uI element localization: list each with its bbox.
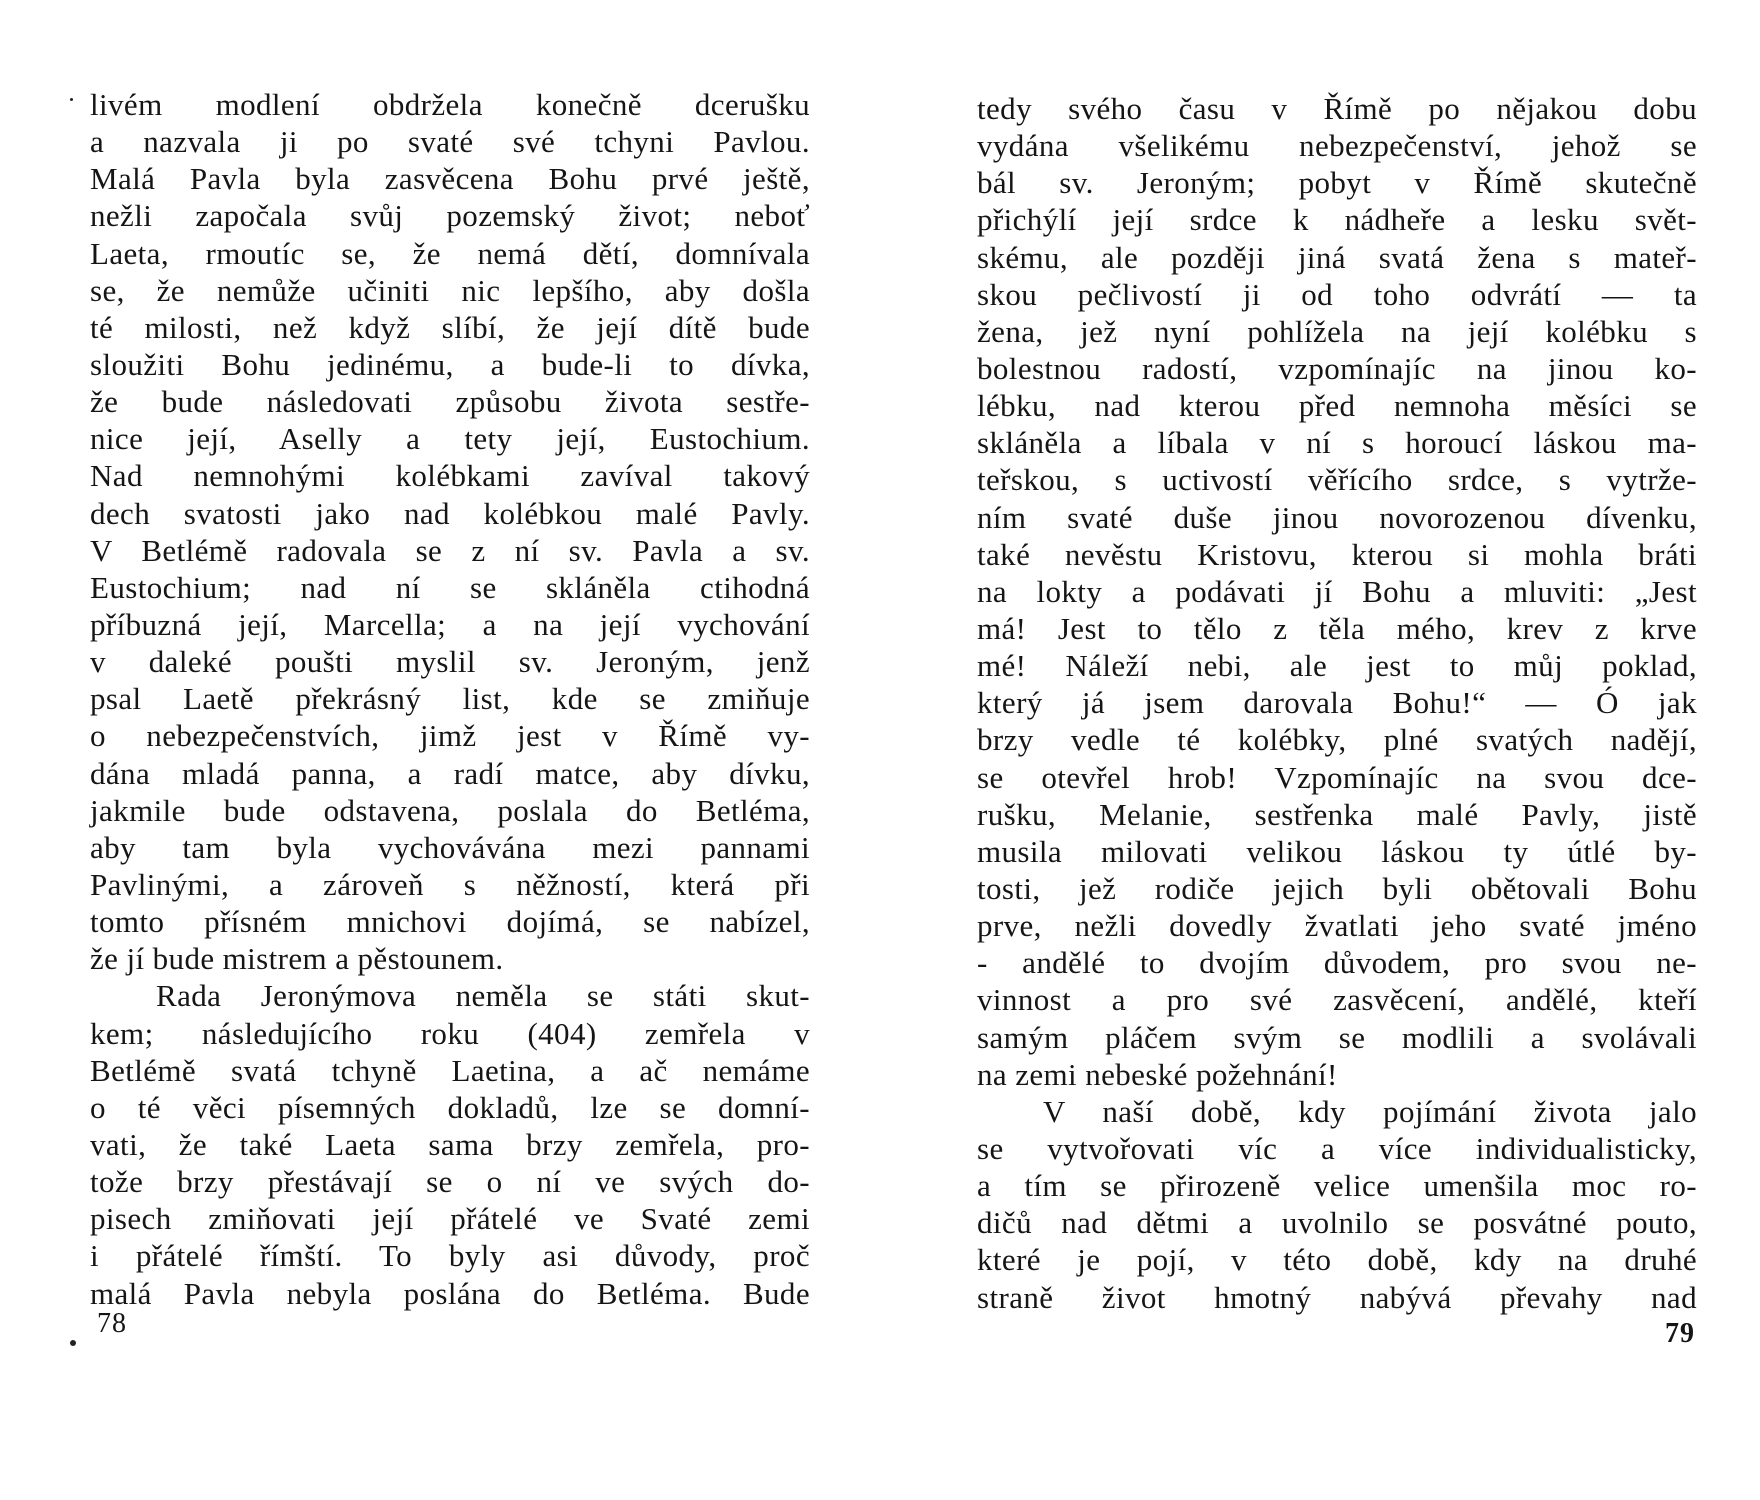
text-line: bál sv. Jeroným; pobyt v Římě skutečně xyxy=(977,165,1697,201)
text-line: vati, že také Laeta sama brzy zemřela, pro- xyxy=(90,1126,810,1162)
text-line: má! Jest to tělo z těla mého, krev z krve xyxy=(977,610,1697,646)
text-line: musila milovati velikou láskou ty útlé by- xyxy=(977,833,1697,869)
text-line: vinnost a pro své zasvěcení, andělé, kteří xyxy=(977,982,1697,1018)
page-number-right: 79 xyxy=(1665,1318,1695,1349)
text-line: vydána všelikému nebezpečenství, jehož se xyxy=(977,128,1697,164)
text-line: a tím se přirozeně velice umenšila moc ro- xyxy=(977,1168,1697,1204)
text-line: Eustochium; nad ní se skláněla ctihodná xyxy=(90,569,810,605)
text-line: které je pojí, v této době, kdy na druhé xyxy=(977,1242,1697,1278)
text-line: v daleké poušti myslil sv. Jeroným, jenž xyxy=(90,644,810,680)
text-line: Nad nemnohými kolébkami zavíval takový xyxy=(90,458,810,494)
text-line: bolestnou radostí, vzpomínajíc na jinou ko- xyxy=(977,350,1697,386)
text-line: příbuzná její, Marcella; a na její vychování xyxy=(90,606,810,642)
text-line: rušku, Melanie, sestřenka malé Pavly, jistě xyxy=(977,796,1697,832)
text-line: dičů nad dětmi a uvolnilo se posvátné pouto, xyxy=(977,1205,1697,1241)
text-line: prve, nežli dovedly žvatlati jeho svaté jméno xyxy=(977,908,1697,944)
text-line: který já jsem darovala Bohu!“ — Ó jak xyxy=(977,685,1697,721)
text-line: lébku, nad kterou před nemnoha měsíci se xyxy=(977,388,1697,424)
text-line: jakmile bude odstavena, poslala do Betléma, xyxy=(90,792,810,828)
text-line: dech svatosti jako nad kolébkou malé Pavly. xyxy=(90,495,810,531)
text-line: tože brzy přestávají se o ní ve svých do- xyxy=(90,1164,810,1200)
print-speck xyxy=(70,1340,76,1346)
text-line: psal Laetě překrásný list, kde se zmiňuje xyxy=(90,681,810,717)
text-line: pisech zmiňovati její přátelé ve Svaté zemi xyxy=(90,1201,810,1237)
left-page-text xyxy=(90,86,810,1312)
text-line: straně život hmotný nabývá převahy nad xyxy=(977,1279,1697,1315)
text-line: ním svaté duše jinou novorozenou dívenku, xyxy=(977,499,1697,535)
text-line: Betlémě svatá tchyně Laetina, a ač nemáme xyxy=(90,1052,810,1088)
text-line: nice její, Aselly a tety její, Eustochium. xyxy=(90,421,810,457)
text-line: Pavlinými, a zároveň s něžností, která při xyxy=(90,866,810,902)
text-line: o té věci písemných dokladů, lze se domní- xyxy=(90,1089,810,1125)
text-line: teřskou, s uctivostí věřícího srdce, s vytrže- xyxy=(977,462,1697,498)
page-number-left: 78 xyxy=(97,1308,127,1339)
text-line: té milosti, než když slíbí, že její dítě bude xyxy=(90,309,810,345)
text-line: skou pečlivostí ji od toho odvrátí — ta xyxy=(977,276,1697,312)
text-line: skému, ale později jiná svatá žena s mateř- xyxy=(977,239,1697,275)
text-line: nežli započala svůj pozemský život; neboť xyxy=(90,198,810,234)
print-speck xyxy=(70,98,73,101)
paragraph-last-line: na zemi nebeské požehnání! xyxy=(977,1056,1338,1092)
text-line: skláněla a líbala v ní s horoucí láskou ma- xyxy=(977,425,1697,461)
text-line: samým pláčem svým se modlili a svolávali xyxy=(977,1019,1697,1055)
text-line: dána mladá panna, a radí matce, aby dívku, xyxy=(90,755,810,791)
paragraph-first-line: V naší době, kdy pojímání života jalo xyxy=(1043,1093,1697,1129)
text-line: se vytvořovati víc a více individualisticky, xyxy=(977,1130,1697,1166)
right-page xyxy=(880,0,1760,1500)
text-line: se otevřel hrob! Vzpomínajíc na svou dce- xyxy=(977,759,1697,795)
text-line: tosti, jež rodiče jejich byli obětovali Bohu xyxy=(977,870,1697,906)
text-line: žena, jež nyní pohlížela na její kolébku s xyxy=(977,313,1697,349)
text-line: o nebezpečenstvích, jimž jest v Římě vy- xyxy=(90,718,810,754)
text-line: tomto přísném mnichovi dojímá, se nabízel, xyxy=(90,904,810,940)
right-page-text xyxy=(977,90,1697,1316)
text-line: a nazvala ji po svaté své tchyni Pavlou. xyxy=(90,124,810,160)
text-line: Laeta, rmoutíc se, že nemá dětí, domnívala xyxy=(90,235,810,271)
text-line: tedy svého času v Římě po nějakou dobu xyxy=(977,91,1697,126)
text-line: na lokty a podávati jí Bohu a mluviti: „Jest xyxy=(977,573,1697,609)
text-line: přichýlí její srdce k nádheře a lesku svět- xyxy=(977,202,1697,238)
text-line: také nevěstu Kristovu, kterou si mohla bráti xyxy=(977,536,1697,572)
text-line: kem; následujícího roku (404) zemřela v xyxy=(90,1015,810,1051)
paragraph-first-line: Rada Jeronýmova neměla se státi skut- xyxy=(156,978,810,1014)
text-line: se, že nemůže učiniti nic lepšího, aby došla xyxy=(90,272,810,308)
text-line: V Betlémě radovala se z ní sv. Pavla a sv. xyxy=(90,532,810,568)
text-line: že bude následovati způsobu života sestře- xyxy=(90,384,810,420)
text-line: - andělé to dvojím důvodem, pro svou ne- xyxy=(977,945,1697,981)
paragraph-last-line: že jí bude mistrem a pěstounem. xyxy=(90,941,504,977)
text-line: Malá Pavla byla zasvěcena Bohu prvé ještě, xyxy=(90,161,810,197)
text-line: brzy vedle té kolébky, plné svatých nadějí, xyxy=(977,722,1697,758)
text-line: i přátelé římští. To byly asi důvody, proč xyxy=(90,1238,810,1274)
text-line: mé! Náleží nebi, ale jest to můj poklad, xyxy=(977,648,1697,684)
text-line: livém modlení obdržela konečně dcerušku xyxy=(90,87,810,122)
text-line: sloužiti Bohu jedinému, a bude-li to dívka, xyxy=(90,346,810,382)
text-line: aby tam byla vychovávána mezi pannami xyxy=(90,829,810,865)
text-line: malá Pavla nebyla poslána do Betléma. Bude xyxy=(90,1275,810,1311)
